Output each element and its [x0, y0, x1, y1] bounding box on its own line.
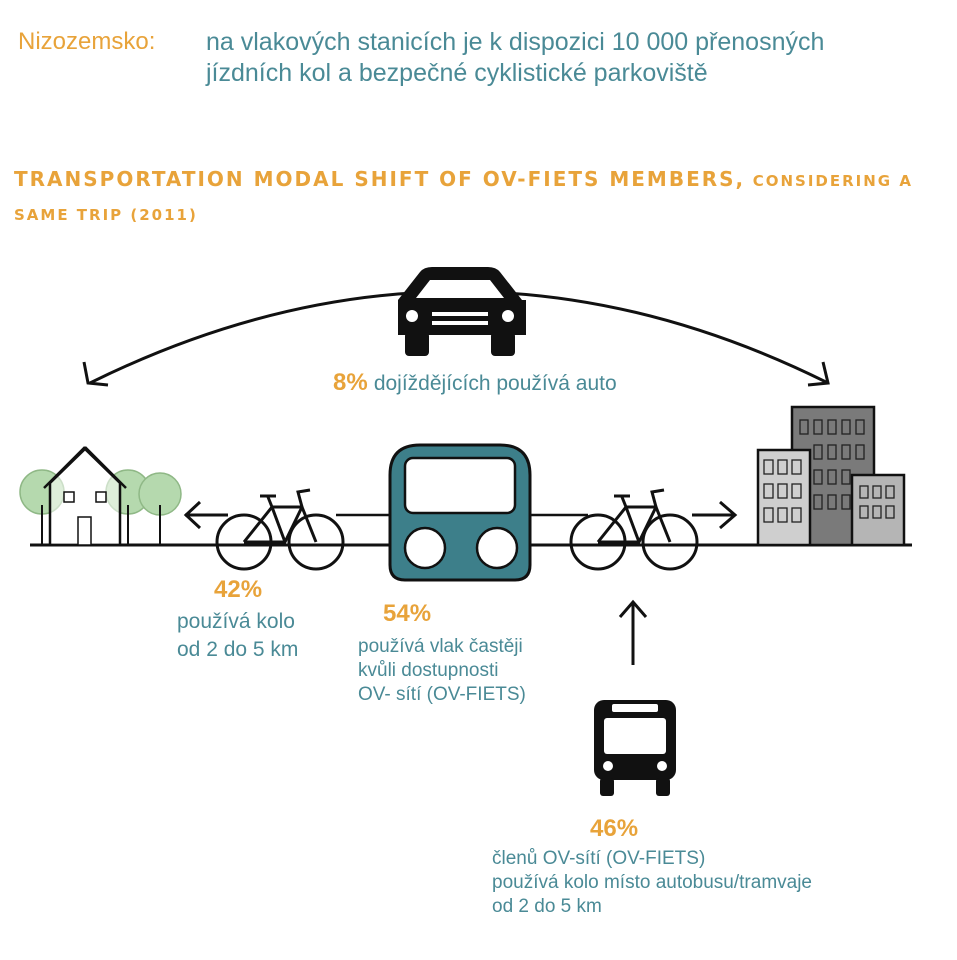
bike-text: [177, 608, 298, 664]
buildings-icon: [758, 407, 904, 545]
up-arrow: [620, 602, 646, 665]
train-line-3: OV- sítí (OV-FIETS): [358, 684, 526, 705]
bus-line-2: používá kolo místo autobusu/tramvaje: [492, 872, 813, 893]
train-text: [358, 635, 526, 707]
subtitle-tail: CONSIDERING A SAME TRIP (2011): [14, 172, 913, 224]
left-arrow: [185, 502, 228, 528]
bike-line-2: od 2 do 5 km: [177, 638, 299, 661]
bus-line-1: členů OV-sítí (OV-FIETS): [492, 848, 706, 869]
right-arrow: [692, 502, 735, 528]
bus-line-3: od 2 do 5 km: [492, 896, 602, 917]
bus-text: [492, 847, 812, 919]
car-text: dojíždějících používá auto: [373, 372, 617, 395]
bike-percent: 42%: [214, 576, 263, 603]
bus-icon: [594, 700, 676, 796]
car-percent: 8%: [333, 369, 368, 396]
train-line-2: kvůli dostupnosti: [358, 660, 499, 681]
bicycle-icon-left: [217, 490, 343, 569]
subtitle-main: TRANSPORTATION MODAL SHIFT OF OV-FIETS MEMBERS,: [14, 167, 746, 191]
car-icon: [398, 267, 526, 356]
car-stat: [333, 369, 617, 397]
country-label: Nizozemsko:: [18, 28, 156, 55]
bike-line-1: používá kolo: [177, 610, 295, 633]
bicycle-icon-right: [571, 490, 697, 569]
train-icon: [390, 445, 530, 580]
train-percent: 54%: [383, 600, 432, 627]
house-icon: [44, 447, 126, 545]
headline: na vlakových stanicích je k dispozici 10 000 přenosných jízdních kol a bezpečné cyklistické parkoviště: [206, 28, 825, 87]
bus-percent: 46%: [590, 815, 639, 842]
train-line-1: používá vlak častěji: [358, 636, 523, 657]
